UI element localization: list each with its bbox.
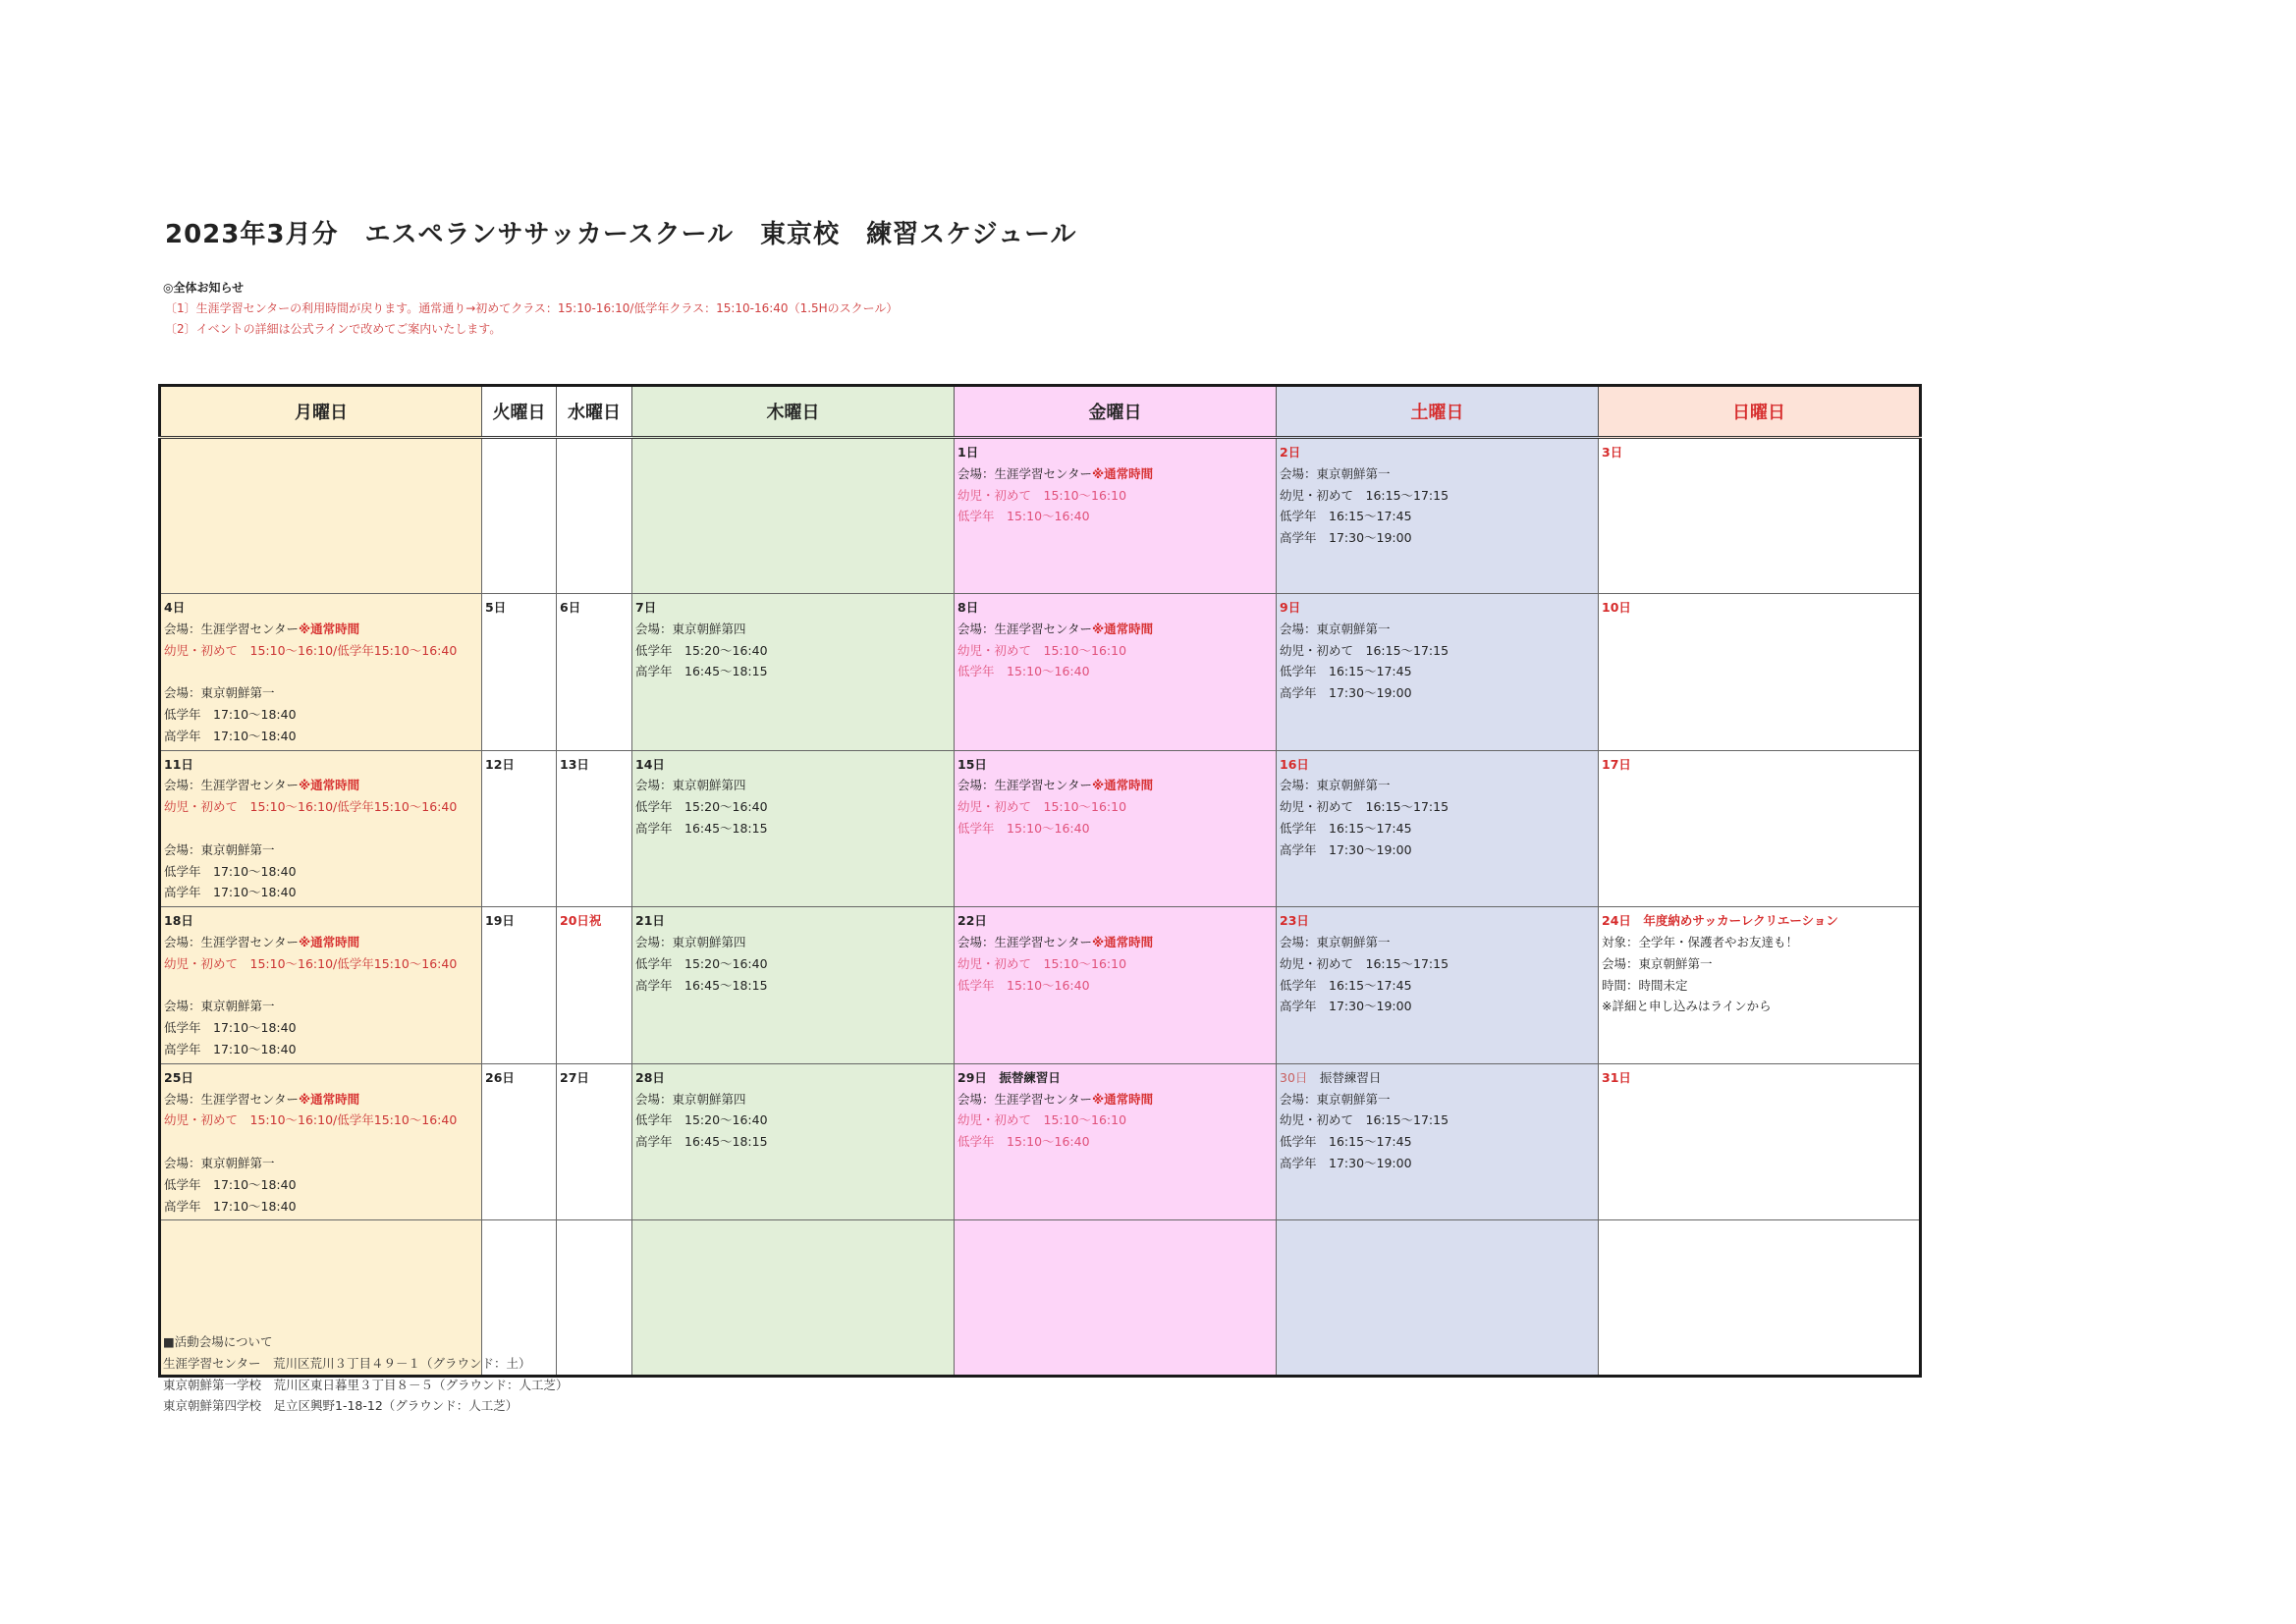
class-time: 幼児・初めて 15:10〜16:10	[957, 799, 1127, 815]
venue-text: 会場：東京朝鮮第四	[635, 934, 746, 949]
weekday-header-row	[160, 386, 1921, 438]
day-number: 4日	[164, 600, 186, 615]
class-time: 幼児・初めて 16:15〜17:15	[1280, 799, 1449, 815]
day-cell-21	[632, 907, 955, 1064]
day-number: 14日	[635, 756, 665, 772]
day-cell-empty	[955, 1220, 1277, 1377]
day-number: 21日	[635, 913, 665, 929]
week-row	[160, 438, 1921, 594]
header-sunday: 日曜日	[1599, 386, 1921, 438]
day-cell-9	[1277, 594, 1599, 751]
class-time: 幼児・初めて 16:15〜17:15	[1280, 487, 1449, 503]
day-cell-15	[955, 750, 1277, 907]
venue-text: 会場：生涯学習センター	[164, 934, 300, 949]
note-text: ※通常時間	[1092, 934, 1154, 949]
day-number: 19日	[485, 913, 515, 929]
day-cell-12	[482, 750, 557, 907]
class-time: 高学年 17:10〜18:40	[164, 1041, 297, 1056]
week-row	[160, 1063, 1921, 1220]
venue-text: 会場：東京朝鮮第一	[1280, 621, 1391, 636]
class-time: 低学年 17:10〜18:40	[164, 706, 297, 722]
class-time: 低学年 15:20〜16:40	[635, 1112, 768, 1128]
day-number: 29日 振替練習日	[957, 1069, 1061, 1085]
day-number: 12日	[485, 756, 515, 772]
header-monday: 月曜日	[160, 386, 482, 438]
week-row	[160, 594, 1921, 751]
class-time: 高学年 16:45〜18:15	[635, 977, 768, 993]
day-number: 16日	[1280, 756, 1309, 772]
week-row	[160, 750, 1921, 907]
day-number: 27日	[560, 1069, 589, 1085]
class-time: 低学年 15:10〜16:40	[957, 664, 1090, 679]
class-time: 低学年 16:15〜17:45	[1280, 664, 1412, 679]
notice-heading: ◎全体お知らせ	[163, 281, 245, 295]
class-time: 低学年 16:15〜17:45	[1280, 977, 1412, 993]
venue-text: 会場：東京朝鮮第四	[635, 621, 746, 636]
venue-text: 会場：生涯学習センター	[164, 1091, 300, 1107]
class-time: 低学年 16:15〜17:45	[1280, 820, 1412, 836]
day-cell-28	[632, 1063, 955, 1220]
day-cell-empty	[1277, 1220, 1599, 1377]
day-cell-empty	[632, 438, 955, 594]
day-number: 3日	[1602, 445, 1623, 460]
venue-text: 会場：東京朝鮮第四	[635, 1091, 746, 1107]
class-time: 幼児・初めて 15:10〜16:10/低学年15:10〜16:40	[164, 955, 458, 971]
event-target: 対象：全学年・保護者やお友達も！	[1602, 934, 1799, 949]
header-tuesday: 火曜日	[482, 386, 557, 438]
class-time: 幼児・初めて 15:10〜16:10	[957, 642, 1127, 658]
class-time: 高学年 16:45〜18:15	[635, 664, 768, 679]
venue-text: 会場：東京朝鮮第一	[164, 1155, 275, 1170]
day-number: 17日	[1602, 756, 1631, 772]
class-time: 幼児・初めて 15:10〜16:10/低学年15:10〜16:40	[164, 799, 458, 815]
day-cell-empty	[1599, 1220, 1921, 1377]
day-number: 18日	[164, 913, 193, 929]
class-time: 高学年 17:10〜18:40	[164, 728, 297, 743]
event-venue: 会場：東京朝鮮第一	[1602, 955, 1713, 971]
note-text: ※通常時間	[1092, 1091, 1154, 1107]
day-number: 25日	[164, 1069, 193, 1085]
class-time: 低学年 15:10〜16:40	[957, 977, 1090, 993]
venue-text: 会場：生涯学習センター	[957, 465, 1093, 481]
venue-info-line: 生涯学習センター 荒川区荒川３丁目４９－１（グラウンド：土）	[163, 1355, 531, 1371]
class-time: 幼児・初めて 16:15〜17:15	[1280, 1112, 1449, 1128]
day-number: 6日	[560, 600, 581, 615]
class-time: 幼児・初めて 15:10〜16:10	[957, 487, 1127, 503]
day-cell-17	[1599, 750, 1921, 907]
day-number: 13日	[560, 756, 589, 772]
class-time: 低学年 16:15〜17:45	[1280, 509, 1412, 524]
day-number: 30日	[1280, 1069, 1308, 1085]
venue-text: 会場：生涯学習センター	[957, 1091, 1093, 1107]
day-cell-4	[160, 594, 482, 751]
day-cell-7	[632, 594, 955, 751]
class-time: 高学年 17:30〜19:00	[1280, 685, 1412, 701]
class-time: 低学年 16:15〜17:45	[1280, 1134, 1412, 1150]
day-cell-26	[482, 1063, 557, 1220]
class-time: 低学年 15:10〜16:40	[957, 820, 1090, 836]
day-cell-16	[1277, 750, 1599, 907]
day-cell-20	[557, 907, 632, 1064]
venue-text: 会場：生涯学習センター	[164, 778, 300, 793]
day-number: 9日	[1280, 600, 1301, 615]
header-wednesday: 水曜日	[557, 386, 632, 438]
class-time: 幼児・初めて 15:10〜16:10	[957, 955, 1127, 971]
class-time: 高学年 17:30〜19:00	[1280, 999, 1412, 1014]
venue-text: 会場：生涯学習センター	[164, 621, 300, 636]
note-text: ※通常時間	[1092, 778, 1154, 793]
class-time: 低学年 17:10〜18:40	[164, 1176, 297, 1192]
class-time: 高学年 16:45〜18:15	[635, 1134, 768, 1150]
day-number: 26日	[485, 1069, 515, 1085]
header-thursday: 木曜日	[632, 386, 955, 438]
class-time: 幼児・初めて 16:15〜17:15	[1280, 642, 1449, 658]
note-text: ※通常時間	[1092, 465, 1154, 481]
day-number: 2日	[1280, 445, 1301, 460]
class-time: 幼児・初めて 15:10〜16:10/低学年15:10〜16:40	[164, 1112, 458, 1128]
day-cell-31	[1599, 1063, 1921, 1220]
venue-info-heading: ■活動会場について	[163, 1334, 273, 1349]
class-time: 幼児・初めて 16:15〜17:15	[1280, 955, 1449, 971]
day-number: 5日	[485, 600, 507, 615]
day-number: 1日	[957, 445, 979, 460]
schedule-calendar	[158, 384, 1922, 1378]
venue-text: 会場：生涯学習センター	[957, 621, 1093, 636]
venue-info-line: 東京朝鮮第一学校 荒川区東日暮里３丁目８－５（グラウンド：人工芝）	[163, 1377, 569, 1392]
day-cell-27	[557, 1063, 632, 1220]
day-number: 28日	[635, 1069, 665, 1085]
event-detail: ※詳細と申し込みはラインから	[1602, 999, 1772, 1014]
class-time: 幼児・初めて 15:10〜16:10/低学年15:10〜16:40	[164, 642, 458, 658]
class-time: 低学年 15:20〜16:40	[635, 799, 768, 815]
day-cell-2	[1277, 438, 1599, 594]
note-text: ※通常時間	[1092, 621, 1154, 636]
day-number: 15日	[957, 756, 987, 772]
class-time: 高学年 17:30〜19:00	[1280, 530, 1412, 546]
note-text: ※通常時間	[299, 621, 360, 636]
class-time: 低学年 15:10〜16:40	[957, 1134, 1090, 1150]
class-time: 高学年 17:30〜19:00	[1280, 841, 1412, 857]
venue-text: 会場：東京朝鮮第一	[164, 685, 275, 701]
venue-text: 会場：東京朝鮮第一	[1280, 778, 1391, 793]
note-text: ※通常時間	[299, 1091, 360, 1107]
day-cell-6	[557, 594, 632, 751]
day-cell-8	[955, 594, 1277, 751]
day-cell-24	[1599, 907, 1921, 1064]
day-cell-1	[955, 438, 1277, 594]
day-cell-13	[557, 750, 632, 907]
header-saturday: 土曜日	[1277, 386, 1599, 438]
venue-info-line: 東京朝鮮第四学校 足立区興野1-18-12（グラウンド：人工芝）	[163, 1398, 519, 1414]
day-cell-19	[482, 907, 557, 1064]
class-time: 高学年 17:10〜18:40	[164, 1198, 297, 1214]
makeup-label: 振替練習日	[1319, 1069, 1382, 1085]
day-number-holiday: 20日祝	[560, 913, 602, 929]
venue-text: 会場：東京朝鮮第一	[1280, 934, 1391, 949]
day-number: 22日	[957, 913, 987, 929]
day-cell-23	[1277, 907, 1599, 1064]
day-cell-empty	[632, 1220, 955, 1377]
day-cell-3	[1599, 438, 1921, 594]
day-cell-25	[160, 1063, 482, 1220]
class-time: 高学年 16:45〜18:15	[635, 820, 768, 836]
class-time: 低学年 17:10〜18:40	[164, 1020, 297, 1036]
venue-text: 会場：東京朝鮮第一	[164, 841, 275, 857]
venue-info	[163, 1331, 569, 1417]
day-number-event: 24日 年度納めサッカーレクリエーション	[1602, 913, 1838, 929]
class-time: 低学年 15:10〜16:40	[957, 509, 1090, 524]
day-cell-empty	[557, 438, 632, 594]
class-time: 高学年 17:30〜19:00	[1280, 1155, 1412, 1170]
day-cell-10	[1599, 594, 1921, 751]
notice-item-2: 〔2〕イベントの詳細は公式ラインで改めてご案内いたします。	[165, 322, 502, 336]
note-text: ※通常時間	[299, 934, 360, 949]
day-cell-5	[482, 594, 557, 751]
event-time: 時間：時間未定	[1602, 977, 1688, 993]
day-number: 7日	[635, 600, 657, 615]
venue-text: 会場：生涯学習センター	[957, 778, 1093, 793]
class-time: 幼児・初めて 15:10〜16:10	[957, 1112, 1127, 1128]
day-cell-11	[160, 750, 482, 907]
day-number: 10日	[1602, 600, 1631, 615]
notice-section	[163, 278, 898, 340]
day-cell-30	[1277, 1063, 1599, 1220]
notice-item-1: 〔1〕生涯学習センターの利用時間が戻ります。通常通り→初めてクラス：15:10-16:10/低学年クラス：15:10-16:40（1.5Hのスクール）	[165, 301, 899, 315]
day-cell-empty	[160, 438, 482, 594]
day-number: 11日	[164, 756, 193, 772]
venue-text: 会場：東京朝鮮第四	[635, 778, 746, 793]
header-friday: 金曜日	[955, 386, 1277, 438]
class-time: 低学年 17:10〜18:40	[164, 863, 297, 879]
day-cell-18	[160, 907, 482, 1064]
day-number: 8日	[957, 600, 979, 615]
class-time: 高学年 17:10〜18:40	[164, 885, 297, 900]
day-number: 31日	[1602, 1069, 1631, 1085]
note-text: ※通常時間	[299, 778, 360, 793]
venue-text: 会場：東京朝鮮第一	[1280, 1091, 1391, 1107]
class-time: 低学年 15:20〜16:40	[635, 955, 768, 971]
week-row	[160, 907, 1921, 1064]
day-cell-29	[955, 1063, 1277, 1220]
day-cell-22	[955, 907, 1277, 1064]
venue-text: 会場：東京朝鮮第一	[164, 999, 275, 1014]
page-title: 2023年3月分 エスペランササッカースクール 東京校 練習スケジュール	[165, 220, 1077, 249]
day-cell-14	[632, 750, 955, 907]
venue-text: 会場：東京朝鮮第一	[1280, 465, 1391, 481]
day-number: 23日	[1280, 913, 1309, 929]
day-cell-empty	[482, 438, 557, 594]
class-time: 低学年 15:20〜16:40	[635, 642, 768, 658]
venue-text: 会場：生涯学習センター	[957, 934, 1093, 949]
